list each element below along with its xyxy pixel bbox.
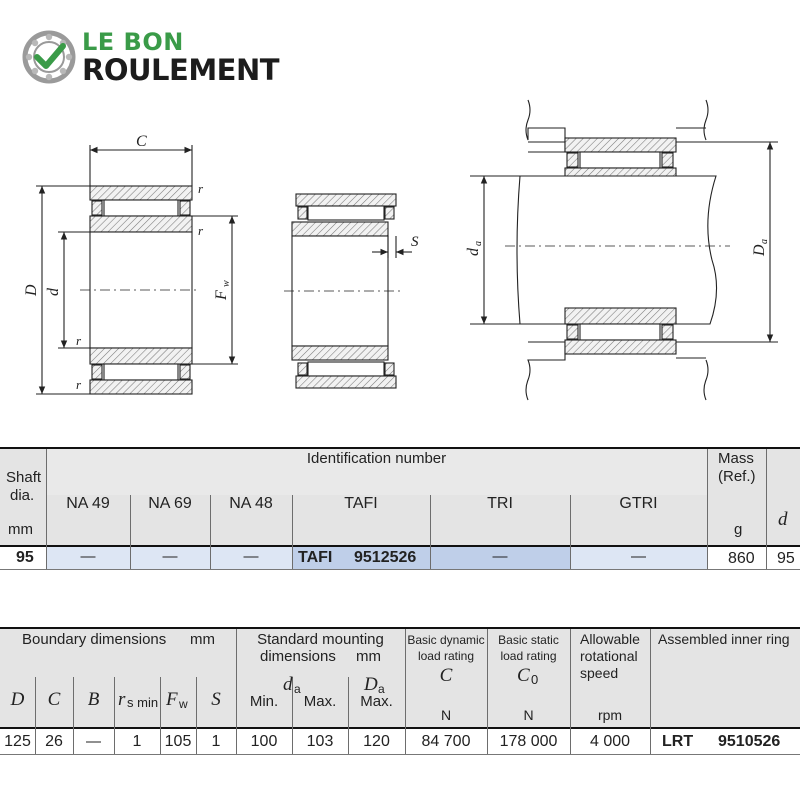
col-header-speed-line3: speed — [580, 665, 619, 681]
col-header-Fw-sub: w — [179, 697, 188, 711]
col-header-tri: TRI — [487, 495, 513, 512]
col-header-dynamic-line2: load rating — [417, 649, 475, 663]
col-header-B: B — [87, 689, 100, 710]
logo-text-roulement: ROULEMENT — [82, 53, 280, 87]
dim-label-r: r — [198, 181, 204, 196]
cell-inner-ring-code: 9510526 — [718, 733, 781, 750]
col-header-C: C — [47, 689, 61, 710]
cell-tafi-code: 9512526 — [354, 549, 417, 566]
col-group-identification: Identification number — [306, 450, 447, 467]
col-header-shaft-dia: dia. — [10, 487, 35, 504]
col-group-mounting-unit: mm — [356, 648, 381, 665]
cell-static-load: 178 000 — [499, 733, 558, 750]
col-header-static-line1: Basic static — [498, 633, 559, 647]
col-header-speed-unit: rpm — [597, 707, 623, 723]
dim-label-D: D — [23, 284, 40, 296]
dim-label-C: C — [136, 133, 147, 150]
mounting-section-right — [470, 100, 778, 400]
col-header-da-sub: a — [294, 682, 301, 696]
col-header-speed-line2: rotational — [580, 648, 638, 664]
dim-label-r: r — [198, 223, 204, 238]
cell-tri: — — [492, 548, 508, 565]
col-group-boundary: Boundary dimensions — [22, 631, 167, 648]
col-header-da: d — [283, 674, 293, 695]
dim-label-da: d — [465, 248, 482, 256]
col-header-static-unit: N — [523, 707, 534, 723]
col-header-inner-ring: Assembled inner ring — [658, 631, 790, 647]
cell-dynamic-load: 84 700 — [421, 733, 471, 750]
cell-speed: 4 000 — [589, 733, 631, 750]
col-header-mass: Mass — [718, 450, 754, 467]
col-header-mass-unit: g — [734, 521, 743, 538]
col-header-dynamic-symbol: C — [439, 665, 453, 686]
col-header-na69: NA 69 — [148, 495, 192, 512]
col-header-Da-sub: a — [378, 682, 385, 696]
col-header-rs-sub: s min — [127, 695, 159, 710]
col-header-gtri: GTRI — [619, 495, 658, 512]
col-header-na48: NA 48 — [229, 495, 273, 512]
cell-mass: 860 — [728, 550, 755, 567]
logo-text-le-bon: LE BON — [82, 28, 184, 56]
col-header-da-max: Max. — [303, 693, 337, 710]
col-header-na49: NA 49 — [66, 495, 110, 512]
cell-na49: — — [80, 548, 96, 565]
cell-na48: — — [243, 548, 259, 565]
identification-table — [0, 447, 800, 571]
cell-gtri: — — [631, 548, 646, 565]
col-header-Da-max: Max. — [360, 693, 393, 710]
dim-label-r: r — [76, 333, 82, 348]
col-group-mounting: Standard mounting — [257, 631, 384, 648]
cell-S: 1 — [211, 733, 221, 750]
col-header-D: D — [10, 689, 25, 710]
bearing-section-left — [36, 145, 238, 394]
col-header-d: d — [778, 509, 788, 530]
dim-label-Fw-sub: w — [221, 280, 232, 287]
col-header-S: S — [211, 689, 221, 710]
dim-label-d: d — [45, 288, 62, 296]
col-header-tafi: TAFI — [344, 495, 378, 512]
cell-Da-max: 120 — [363, 733, 390, 750]
col-header-dynamic-unit: N — [440, 707, 452, 723]
col-header-dynamic-line1: Basic dynamic — [407, 633, 485, 647]
cell-shaft: 95 — [16, 549, 34, 566]
cell-da-max: 103 — [306, 733, 334, 750]
col-header-shaft-unit: mm — [8, 521, 33, 538]
dim-label-Da-sub: a — [759, 239, 770, 244]
col-header-rs: r — [118, 689, 126, 710]
dim-label-Da: D — [751, 244, 768, 256]
cell-tafi-prefix: TAFI — [298, 549, 333, 566]
cell-C: 26 — [45, 733, 63, 750]
dim-label-r: r — [76, 377, 82, 392]
dim-label-da-sub: a — [473, 241, 484, 246]
cell-Fw: 105 — [164, 733, 192, 750]
bearing-section-middle — [284, 194, 412, 388]
cell-inner-ring-prefix: LRT — [662, 733, 694, 750]
col-header-Fw: F — [166, 689, 178, 710]
dimensions-table — [0, 627, 800, 758]
col-header-speed-line1: Allowable — [580, 631, 640, 647]
cell-rs: 1 — [132, 733, 142, 750]
cell-D: 125 — [4, 733, 31, 750]
col-header-mass-ref: (Ref.) — [718, 468, 756, 485]
cell-d: 95 — [777, 550, 795, 567]
cell-da-min: 100 — [250, 733, 278, 750]
cell-B: — — [86, 733, 101, 750]
col-header-shaft: Shaft — [6, 469, 42, 486]
col-header-da-min: Min. — [249, 693, 279, 710]
bearing-check-icon — [22, 30, 76, 84]
col-group-mounting-line2: dimensions — [260, 648, 336, 665]
col-header-static-sub: 0 — [531, 672, 539, 687]
col-group-boundary-unit: mm — [190, 631, 215, 648]
dim-label-S: S — [411, 234, 419, 250]
brand-logo — [22, 26, 302, 86]
dim-label-Fw: F — [213, 290, 230, 300]
cell-na69: — — [162, 548, 178, 565]
col-header-static-symbol: C — [517, 665, 530, 686]
col-header-static-line2: load rating — [500, 649, 557, 663]
bearing-technical-drawing — [0, 95, 800, 405]
col-header-Da: D — [364, 674, 378, 695]
